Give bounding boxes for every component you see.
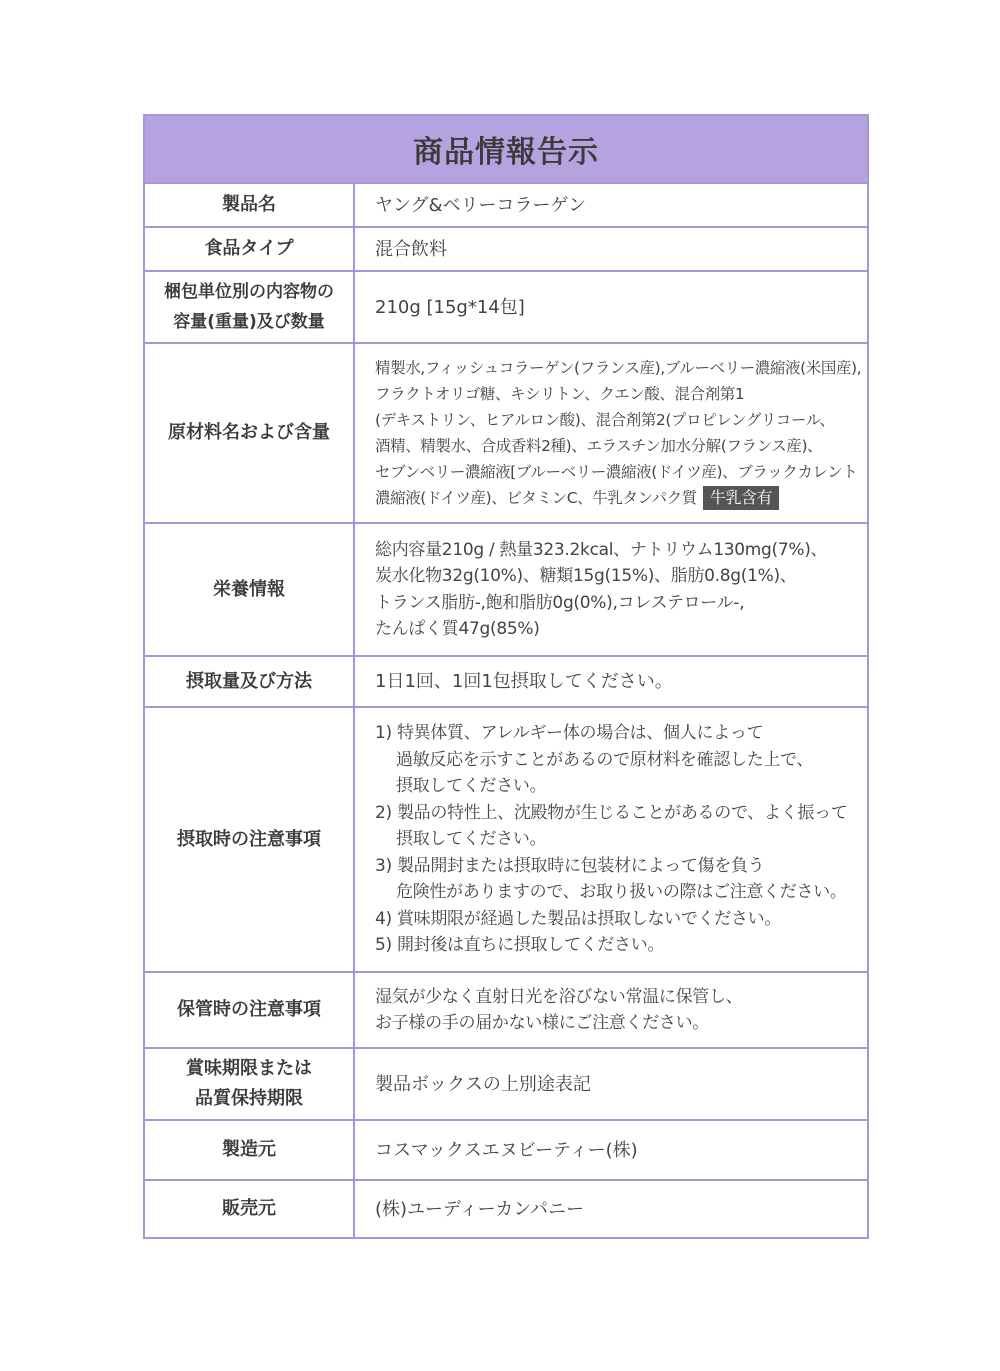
seller-label: 販売元: [145, 1181, 355, 1237]
nutrition-value: [355, 524, 867, 655]
seller-value: (株)ユーディーカンパニー: [375, 1198, 584, 1220]
nutrition-line: 総内容量210g / 熱量323.2kcal、ナトリウム130mg(7%)、: [375, 539, 828, 560]
ingredients-line: 酒精、精製水、合成香料2種)、エラスチン加水分解(フランス産)、: [375, 437, 823, 455]
row-product-name: [145, 184, 867, 228]
expiry-label-line-1: 賞味期限または: [186, 1058, 312, 1079]
ingredients-line: 濃縮液(ドイツ産)、ビタミンC、牛乳タンパク質: [375, 489, 697, 507]
caution-line: 摂取してください。: [396, 776, 547, 797]
manufacturer-value: コスマックスエヌビーティー(株): [375, 1139, 638, 1161]
expiry-value: 製品ボックスの上別途表記: [375, 1073, 591, 1095]
storage-line: 湿気が少なく直射日光を浴びない常温に保管し、: [375, 986, 743, 1007]
caution-line: 危険性がありますので、お取り扱いの際はご注意ください。: [396, 882, 847, 903]
caution-line: 過敏反応を示すことがあるので原材料を確認した上で、: [396, 749, 814, 770]
nutrition-line: 炭水化物32g(10%)、糖類15g(15%)、脂肪0.8g(1%)、: [375, 566, 797, 586]
caution-line: 2) 製品の特性上、沈殿物が生じることがあるので、よく振って: [375, 802, 848, 823]
row-content: [145, 272, 867, 344]
content-value: 210g [15g*14包]: [375, 296, 525, 318]
ingredients-line: 精製水,フィッシュコラーゲン(フランス産),ブルーベリー濃縮液(米国産),: [375, 359, 862, 377]
product-name-value: ヤング&ベリーコラーゲン: [375, 194, 587, 216]
ingredients-value: [355, 344, 875, 522]
table-title: 商品情報告示: [413, 135, 599, 170]
product-info-table: [143, 114, 869, 1239]
row-intake: [145, 657, 867, 708]
row-storage: [145, 973, 867, 1049]
row-cautions: [145, 708, 867, 973]
allergen-badge: 牛乳含有: [703, 486, 779, 510]
food-type-label: 食品タイプ: [145, 228, 355, 270]
caution-line: 1) 特異体質、アレルギー体の場合は、個人によって: [375, 723, 764, 744]
nutrition-line: たんぱく質47g(85%): [375, 619, 540, 639]
storage-line: お子様の手の届かない様にご注意ください。: [375, 1013, 709, 1033]
row-expiry: [145, 1049, 867, 1121]
cautions-label: 摂取時の注意事項: [145, 708, 355, 971]
storage-value: [355, 973, 867, 1047]
nutrition-line: トランス脂肪-,飽和脂肪0g(0%),コレステロール-,: [375, 592, 745, 613]
row-nutrition: [145, 524, 867, 657]
row-ingredients: [145, 344, 867, 524]
caution-line: 4) 賞味期限が経過した製品は摂取しないでください。: [375, 908, 782, 929]
storage-label: 保管時の注意事項: [145, 973, 355, 1047]
ingredients-line: セブンベリー濃縮液[ブルーベリー濃縮液(ドイツ産)、ブラックカレント: [375, 463, 858, 481]
product-name-label: 製品名: [145, 184, 355, 226]
manufacturer-label: 製造元: [145, 1121, 355, 1179]
content-label-line-1: 梱包単位別の内容物の: [164, 282, 334, 302]
nutrition-label: 栄養情報: [145, 524, 355, 655]
caution-line: 5) 開封後は直ちに摂取してください。: [375, 935, 665, 956]
caution-line: 摂取してください。: [396, 829, 547, 850]
cautions-value: [355, 708, 867, 971]
food-type-value: 混合飲料: [375, 238, 447, 260]
ingredients-line: (デキストリン、ヒアルロン酸)、混合剤第2(プロピレングリコール、: [375, 411, 835, 429]
row-seller: [145, 1181, 867, 1237]
intake-value: 1日1回、1回1包摂取してください。: [375, 671, 673, 692]
table-header: [145, 116, 867, 184]
content-label-line-2: 容量(重量)及び数量: [173, 312, 325, 332]
row-food-type: [145, 228, 867, 272]
content-label: [145, 272, 355, 342]
ingredients-last-line: [375, 485, 861, 511]
expiry-label-line-2: 品質保持期限: [195, 1088, 303, 1109]
row-manufacturer: [145, 1121, 867, 1181]
ingredients-line: フラクトオリゴ糖、キシリトン、クエン酸、混合剤第1: [375, 385, 745, 403]
caution-line: 3) 製品開封または摂取時に包装材によって傷を負う: [375, 855, 765, 876]
expiry-label: [145, 1049, 355, 1119]
ingredients-label: 原材料名および含量: [145, 344, 355, 522]
intake-label: 摂取量及び方法: [145, 657, 355, 706]
